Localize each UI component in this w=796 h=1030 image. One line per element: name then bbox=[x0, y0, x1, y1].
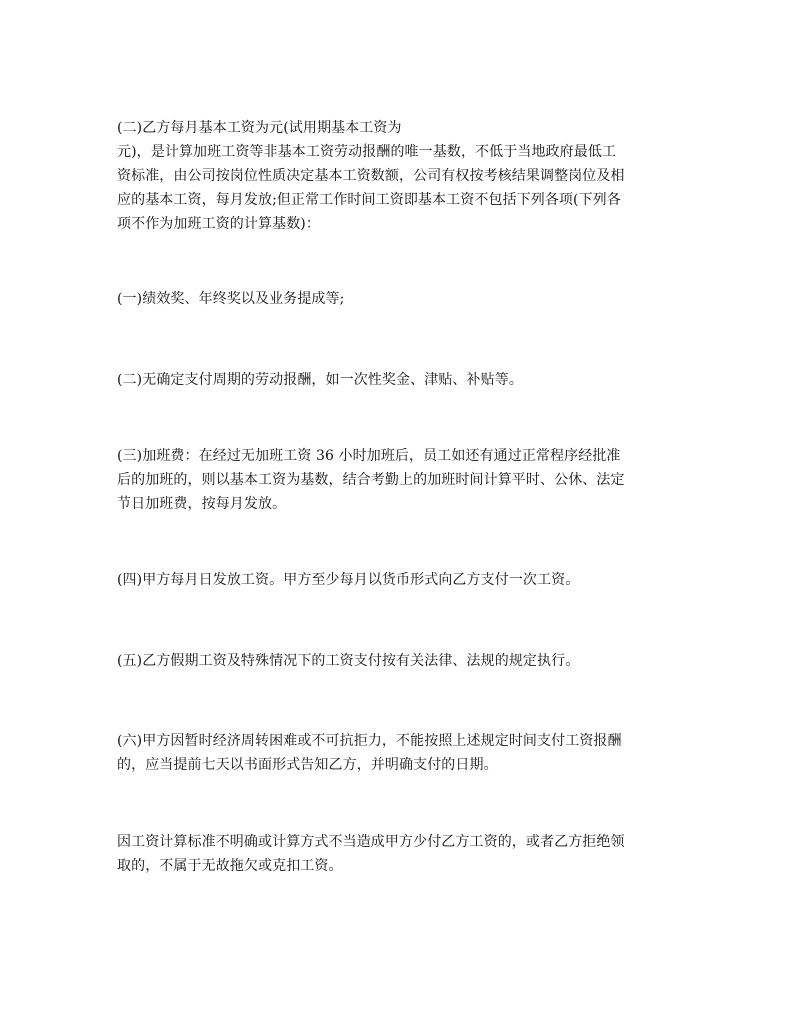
text-line: (三)加班费：在经过无加班工资 36 小时加班后，员工如还有通过正常程序经批准 bbox=[117, 448, 621, 464]
paragraph-item-1-bonus bbox=[117, 287, 687, 311]
paragraph-item-6-delay bbox=[117, 729, 687, 777]
text-line: (一)绩效奖、年终奖以及业务提成等; bbox=[117, 291, 345, 307]
text-line: 的，应当提前七天以书面形式告知乙方，并明确支付的日期。 bbox=[117, 757, 498, 773]
text-line: 后的加班的，则以基本工资为基数，结合考勤上的加班时间计算平时、公休、法定 bbox=[117, 472, 625, 488]
text-line: 项不作为加班工资的计算基数)： bbox=[117, 216, 320, 232]
text-line: (四)甲方每月日发放工资。甲方至少每月以货币形式向乙方支付一次工资。 bbox=[117, 572, 580, 588]
text-line: 应的基本工资，每月发放;但正常工作时间工资即基本工资不包括下列各项(下列各 bbox=[117, 192, 621, 208]
paragraph-base-salary bbox=[117, 116, 687, 236]
text-line: (二)无确定支付周期的劳动报酬，如一次性奖金、津贴、补贴等。 bbox=[117, 372, 523, 388]
text-line: (六)甲方因暂时经济周转困难或不可抗拒力，不能按照上述规定时间支付工资报酬 bbox=[117, 733, 622, 749]
text-line: 元)，是计算加班工资等非基本工资劳动报酬的唯一基数，不低于当地政府最低工 bbox=[117, 144, 617, 160]
text-line: 因工资计算标准不明确或计算方式不当造成甲方少付乙方工资的，或者乙方拒绝领 bbox=[117, 834, 625, 850]
paragraph-item-4-payday bbox=[117, 568, 687, 592]
paragraph-item-3-overtime bbox=[117, 444, 687, 516]
paragraph-calculation-dispute bbox=[117, 830, 687, 878]
text-line: 取的，不属于无故拖欠或克扣工资。 bbox=[117, 858, 343, 874]
text-line: 节日加班费，按每月发放。 bbox=[117, 496, 287, 512]
paragraph-item-5-holiday-pay bbox=[117, 649, 687, 673]
text-line: 资标准，由公司按岗位性质决定基本工资数额，公司有权按考核结果调整岗位及相 bbox=[117, 168, 625, 184]
paragraph-item-2-allowance bbox=[117, 368, 687, 392]
text-line: (二)乙方每月基本工资为元(试用期基本工资为 bbox=[117, 120, 402, 136]
text-line: (五)乙方假期工资及特殊情况下的工资支付按有关法律、法规的规定执行。 bbox=[117, 653, 580, 669]
